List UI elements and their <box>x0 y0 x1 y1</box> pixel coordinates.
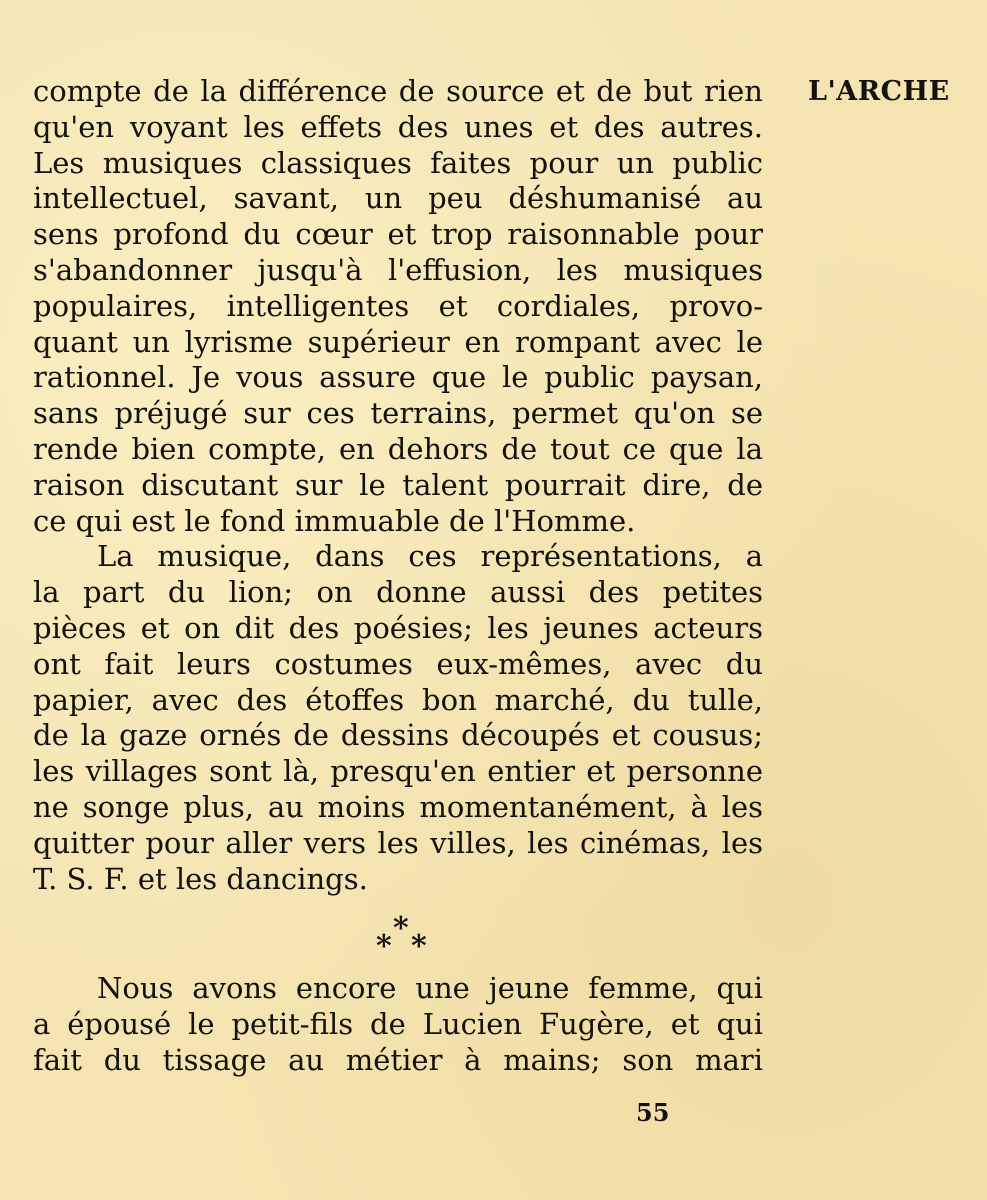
paragraph-1 <box>33 74 763 539</box>
text-line: La musique, dans ces représentations, a <box>97 539 763 574</box>
separator-star: * <box>393 911 409 946</box>
text-line: s'abandonner jusqu'à l'effusion, les musiques <box>33 252 763 287</box>
separator-star: * <box>376 929 392 964</box>
text-line: intellectuel, savant, un peu déshumanisé au <box>33 181 763 216</box>
text-line: sens profond du cœur et trop raisonnable pour <box>33 217 763 252</box>
separator-star: * <box>411 929 427 964</box>
body-text-continued <box>33 971 763 1078</box>
page-number: 55 <box>636 1098 670 1127</box>
text-line: compte de la différence de source et de but rien <box>33 74 763 108</box>
text-line: raison discutant sur le talent pourrait dire, de <box>33 467 763 502</box>
text-line: ont fait leurs costumes eux-mêmes, avec du <box>33 646 763 681</box>
text-line: qu'en voyant les effets des unes et des autres. <box>33 109 763 144</box>
text-line: papier, avec des étoffes bon marché, du tulle, <box>33 682 763 717</box>
text-line: ne songe plus, au moins momentanément, à les <box>33 789 763 824</box>
text-line: populaires, intelligentes et cordiales, provo- <box>33 288 763 323</box>
text-line: rende bien compte, en dehors de tout ce que la <box>33 431 763 466</box>
text-line: rationnel. Je vous assure que le public paysan, <box>33 360 763 395</box>
running-head: L'ARCHE <box>808 76 950 107</box>
body-text <box>33 74 763 897</box>
text-line: quant un lyrisme supérieur en rompant avec le <box>33 324 763 359</box>
text-line: les villages sont là, presqu'en entier et personne <box>33 754 763 789</box>
section-separator <box>376 911 436 964</box>
text-line: de la gaze ornés de dessins découpés et cousus; <box>33 718 763 753</box>
text-line: fait du tissage au métier à mains; son mari <box>33 1042 763 1077</box>
text-line: Les musiques classiques faites pour un public <box>33 145 763 180</box>
text-line: sans préjugé sur ces terrains, permet qu'on se <box>33 396 763 431</box>
paragraph-3 <box>33 971 763 1078</box>
text-line: T. S. F. et les dancings. <box>33 861 368 896</box>
text-line: ce qui est le fond immuable de l'Homme. <box>33 503 636 538</box>
text-line: la part du lion; on donne aussi des petites <box>33 575 763 610</box>
paragraph-2 <box>33 539 763 897</box>
text-line: quitter pour aller vers les villes, les cinémas, les <box>33 825 763 860</box>
text-line: pièces et on dit des poésies; les jeunes acteurs <box>33 610 763 645</box>
text-line: Nous avons encore une jeune femme, qui <box>97 971 763 1005</box>
text-line: a épousé le petit-fils de Lucien Fugère, et qui <box>33 1006 763 1041</box>
